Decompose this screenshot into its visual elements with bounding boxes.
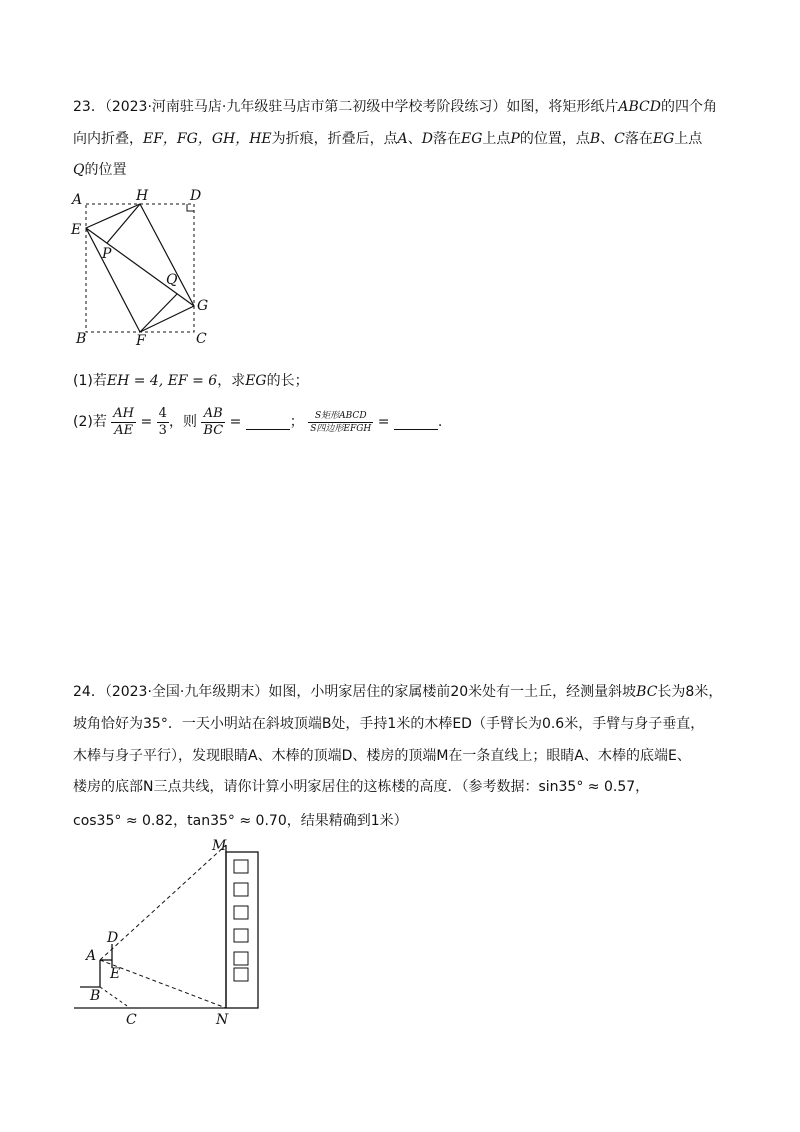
q23-point: C <box>614 131 625 147</box>
segment-eg <box>86 228 194 306</box>
q23-source: （2023·河南驻马店·九年级驻马店市第二初级中学校考阶段练习） <box>104 99 507 115</box>
fraction-denominator: BC <box>203 422 224 438</box>
building <box>226 852 258 1008</box>
q24-text: 长为8米， <box>657 684 723 700</box>
label-p: P <box>102 246 112 262</box>
segment-fq <box>140 294 177 332</box>
q23-line3 <box>73 160 126 180</box>
label-g: G <box>197 298 209 314</box>
part2-text: ，则 <box>168 414 197 430</box>
q23-point: Q <box>73 162 85 178</box>
label-b: B <box>76 331 87 347</box>
slope-bc <box>100 987 130 1008</box>
fraction-ab-bc <box>201 406 225 439</box>
equals-sign: = <box>229 414 242 430</box>
label-c: C <box>126 1012 137 1028</box>
label-m: M <box>212 838 227 854</box>
building-window <box>234 929 248 942</box>
q23-line2 <box>73 129 702 149</box>
right-angle-mark-d <box>187 204 194 211</box>
part1-given: EH = 4, EF = 6 <box>106 373 218 389</box>
fraction-denominator: S四边形EFGH <box>310 423 372 434</box>
label-a: A <box>72 192 83 208</box>
part2-text: . <box>437 414 443 430</box>
building-window <box>234 968 248 981</box>
label-e: E <box>110 966 121 982</box>
building-window <box>234 860 248 873</box>
q23-figure <box>66 185 226 350</box>
q23-text: 、 <box>407 131 422 147</box>
q23-text: 落在 <box>624 131 653 147</box>
q23-point: B <box>589 131 601 147</box>
q24-line4 <box>73 777 649 797</box>
label-f: F <box>136 333 146 349</box>
label-q: Q <box>166 272 178 288</box>
quadrilateral-efgh <box>86 204 194 332</box>
fraction-ah-ae <box>111 406 136 439</box>
label-h: H <box>136 188 149 204</box>
equals-sign: = <box>377 414 390 430</box>
q24-line3 <box>73 746 691 766</box>
q24-line1 <box>73 682 722 702</box>
q23-part1 <box>73 371 309 391</box>
q24-text: 楼房的底部N三点共线，请你计算小明家居住的这栋楼的高度．（参考数据：sin35° ≈ 0.57， <box>73 779 650 795</box>
fraction-numerator: AB <box>201 406 225 423</box>
fraction-denominator: AE <box>114 422 134 438</box>
q24-text: 坡角恰好为35°．一天小明站在斜坡顶端B处，手持1米的木棒ED（手臂长为0.6米，手臂与身子垂直， <box>73 716 705 732</box>
q23-text: 落在 <box>433 131 462 147</box>
q23-text: 的位置 <box>84 162 127 178</box>
q23-text: 向内折叠， <box>73 131 143 147</box>
rectangle-abcd-dashed <box>86 204 194 332</box>
q23-line1 <box>73 97 717 117</box>
fraction-numerator: S矩形ABCD <box>308 410 373 423</box>
q23-segment: EG <box>652 131 675 147</box>
label-c: C <box>196 331 207 347</box>
label-n: N <box>216 1012 229 1028</box>
q24-text: 24．（2023·全国·九年级期末）如图，小明家居住的家属楼前20米处有一土丘，经测量斜坡 <box>73 684 637 700</box>
segment-hp <box>107 204 140 243</box>
q23-rect-name: ABCD <box>618 99 661 115</box>
label-d: D <box>190 188 202 204</box>
q24-line2 <box>73 714 704 734</box>
part1-text: 的长； <box>266 373 309 389</box>
q24-line5 <box>73 811 408 831</box>
part1-label: (1)若 <box>73 373 107 389</box>
q23-point: A <box>397 131 408 147</box>
q23-intro: 如图，将矩形纸片 <box>506 99 619 115</box>
label-a: A <box>86 948 97 964</box>
q24-figure <box>70 835 270 1030</box>
equals-sign: = <box>140 414 153 430</box>
q23-text: 上点 <box>482 131 511 147</box>
q23-point: P <box>510 131 520 147</box>
q23-part2 <box>73 404 442 440</box>
q24-segment: BC <box>636 684 658 700</box>
q24-text: 木棒与身子平行），发现眼睛A、木棒的顶端D、楼房的顶端M在一条直线上；眼睛A、木棒的底端E、 <box>73 748 691 764</box>
label-d: D <box>107 930 119 946</box>
fraction-area-ratio <box>308 410 373 435</box>
fraction-4-3 <box>157 406 169 439</box>
label-b: B <box>90 988 101 1004</box>
q23-text: 为折痕，折叠后，点 <box>271 131 398 147</box>
fraction-denominator: 3 <box>158 422 167 438</box>
building-window <box>234 906 248 919</box>
part1-segment: EG <box>245 373 267 389</box>
answer-blank-1[interactable] <box>246 415 290 430</box>
sightline-adm <box>100 845 226 960</box>
part2-text: ； <box>289 414 304 430</box>
q23-point: D <box>421 131 434 147</box>
q23-text: 上点 <box>674 131 703 147</box>
part1-text: ，求 <box>217 373 246 389</box>
building-window <box>234 952 248 965</box>
q23-fold-lines: EF，FG，GH，HE <box>143 131 272 147</box>
q23-segment: EG <box>461 131 483 147</box>
q23-number: 23． <box>73 99 105 115</box>
q23-text: 、 <box>600 131 615 147</box>
q23-intro-after: 的四个角 <box>660 99 717 115</box>
part2-label: (2)若 <box>73 414 107 430</box>
q23-text: 的位置，点 <box>519 131 590 147</box>
fraction-numerator: AH <box>113 405 135 421</box>
q24-text: cos35° ≈ 0.82，tan35° ≈ 0.70，结果精确到1米） <box>73 813 408 829</box>
building-window <box>234 883 248 896</box>
fraction-numerator: 4 <box>158 405 167 421</box>
answer-blank-2[interactable] <box>394 415 438 430</box>
label-e: E <box>71 222 82 238</box>
